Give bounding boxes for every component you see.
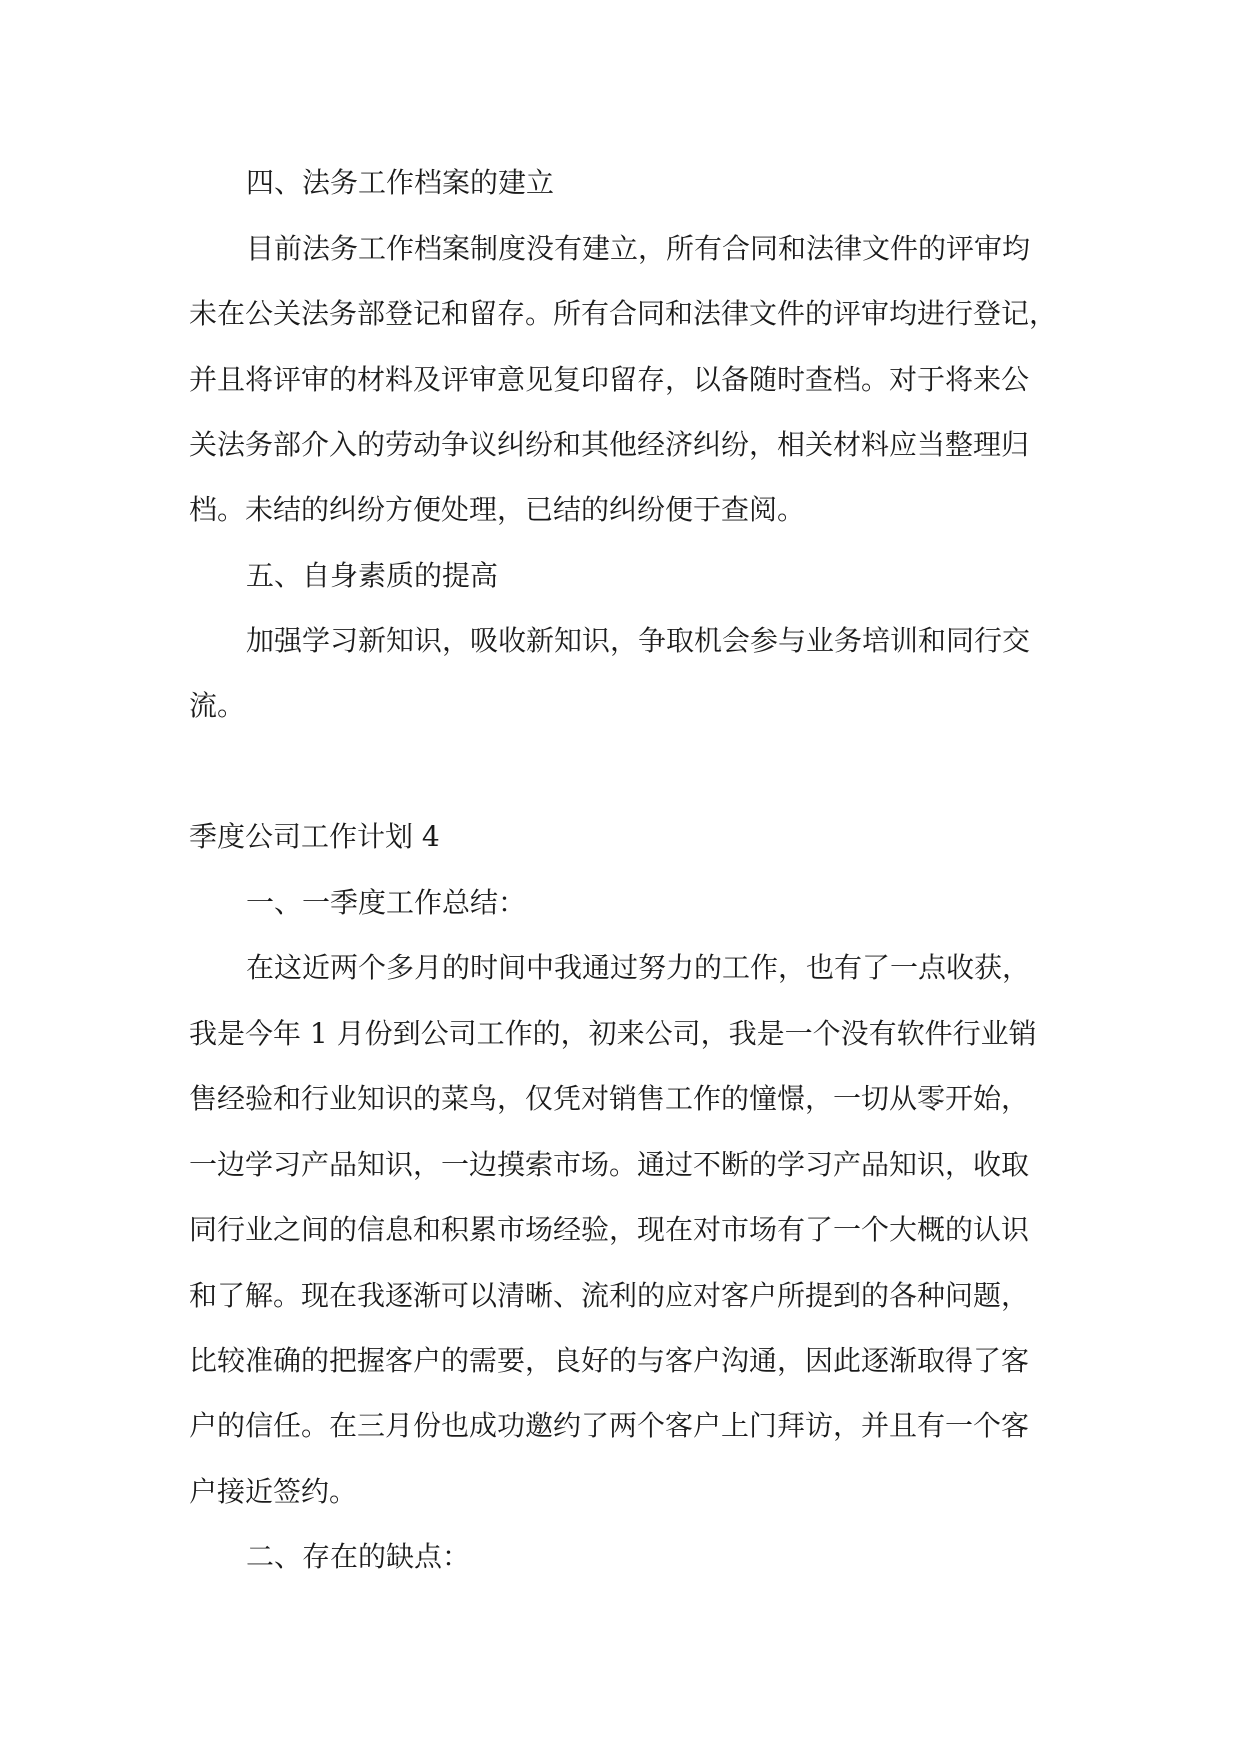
part-one-line-8: 户的信任。在三月份也成功邀约了两个客户上门拜访，并且有一个客 xyxy=(189,1409,1030,1442)
part-one-line-1: 在这近两个多月的时间中我通过努力的工作，也有了一点收获， xyxy=(246,951,1031,984)
part-one-line-7: 比较准确的把握客户的需要，良好的与客户沟通，因此逐渐取得了客 xyxy=(189,1344,1030,1377)
section-four-line-5: 档。未结的纠纷方便处理，已结的纠纷便于查阅。 xyxy=(189,493,806,526)
part-one-line-2: 我是今年 1 月份到公司工作的，初来公司，我是一个没有软件行业销 xyxy=(189,1017,1037,1050)
section-five-line-2: 流。 xyxy=(189,689,246,722)
part-two-heading: 二、存在的缺点： xyxy=(246,1540,471,1573)
part-one-heading: 一、一季度工作总结： xyxy=(246,886,527,919)
section-four-heading: 四、法务工作档案的建立 xyxy=(246,166,555,199)
part-one-line-4: 一边学习产品知识，一边摸索市场。通过不断的学习产品知识，收取 xyxy=(189,1148,1030,1181)
section-five-line-1: 加强学习新知识，吸收新知识，争取机会参与业务培训和同行交 xyxy=(246,624,1031,657)
section-four-line-3: 并且将评审的材料及评审意见复印留存，以备随时查档。对于将来公 xyxy=(189,363,1030,396)
part-one-line-3: 售经验和行业知识的菜鸟，仅凭对销售工作的憧憬，一切从零开始， xyxy=(189,1082,1030,1115)
section-four-line-1: 目前法务工作档案制度没有建立，所有合同和法律文件的评审均 xyxy=(246,232,1031,265)
section-four-line-2: 未在公关法务部登记和留存。所有合同和法律文件的评审均进行登记， xyxy=(189,297,1058,330)
part-one-line-9: 户接近签约。 xyxy=(189,1475,358,1508)
section-four-line-4: 关法务部介入的劳动争议纠纷和其他经济纠纷，相关材料应当整理归 xyxy=(189,428,1030,461)
part-one-line-6: 和了解。现在我逐渐可以清晰、流利的应对客户所提到的各种问题， xyxy=(189,1279,1030,1312)
plan-title: 季度公司工作计划 4 xyxy=(189,820,440,853)
part-one-line-5: 同行业之间的信息和积累市场经验，现在对市场有了一个大概的认识 xyxy=(189,1213,1030,1246)
section-five-heading: 五、自身素质的提高 xyxy=(246,559,499,592)
